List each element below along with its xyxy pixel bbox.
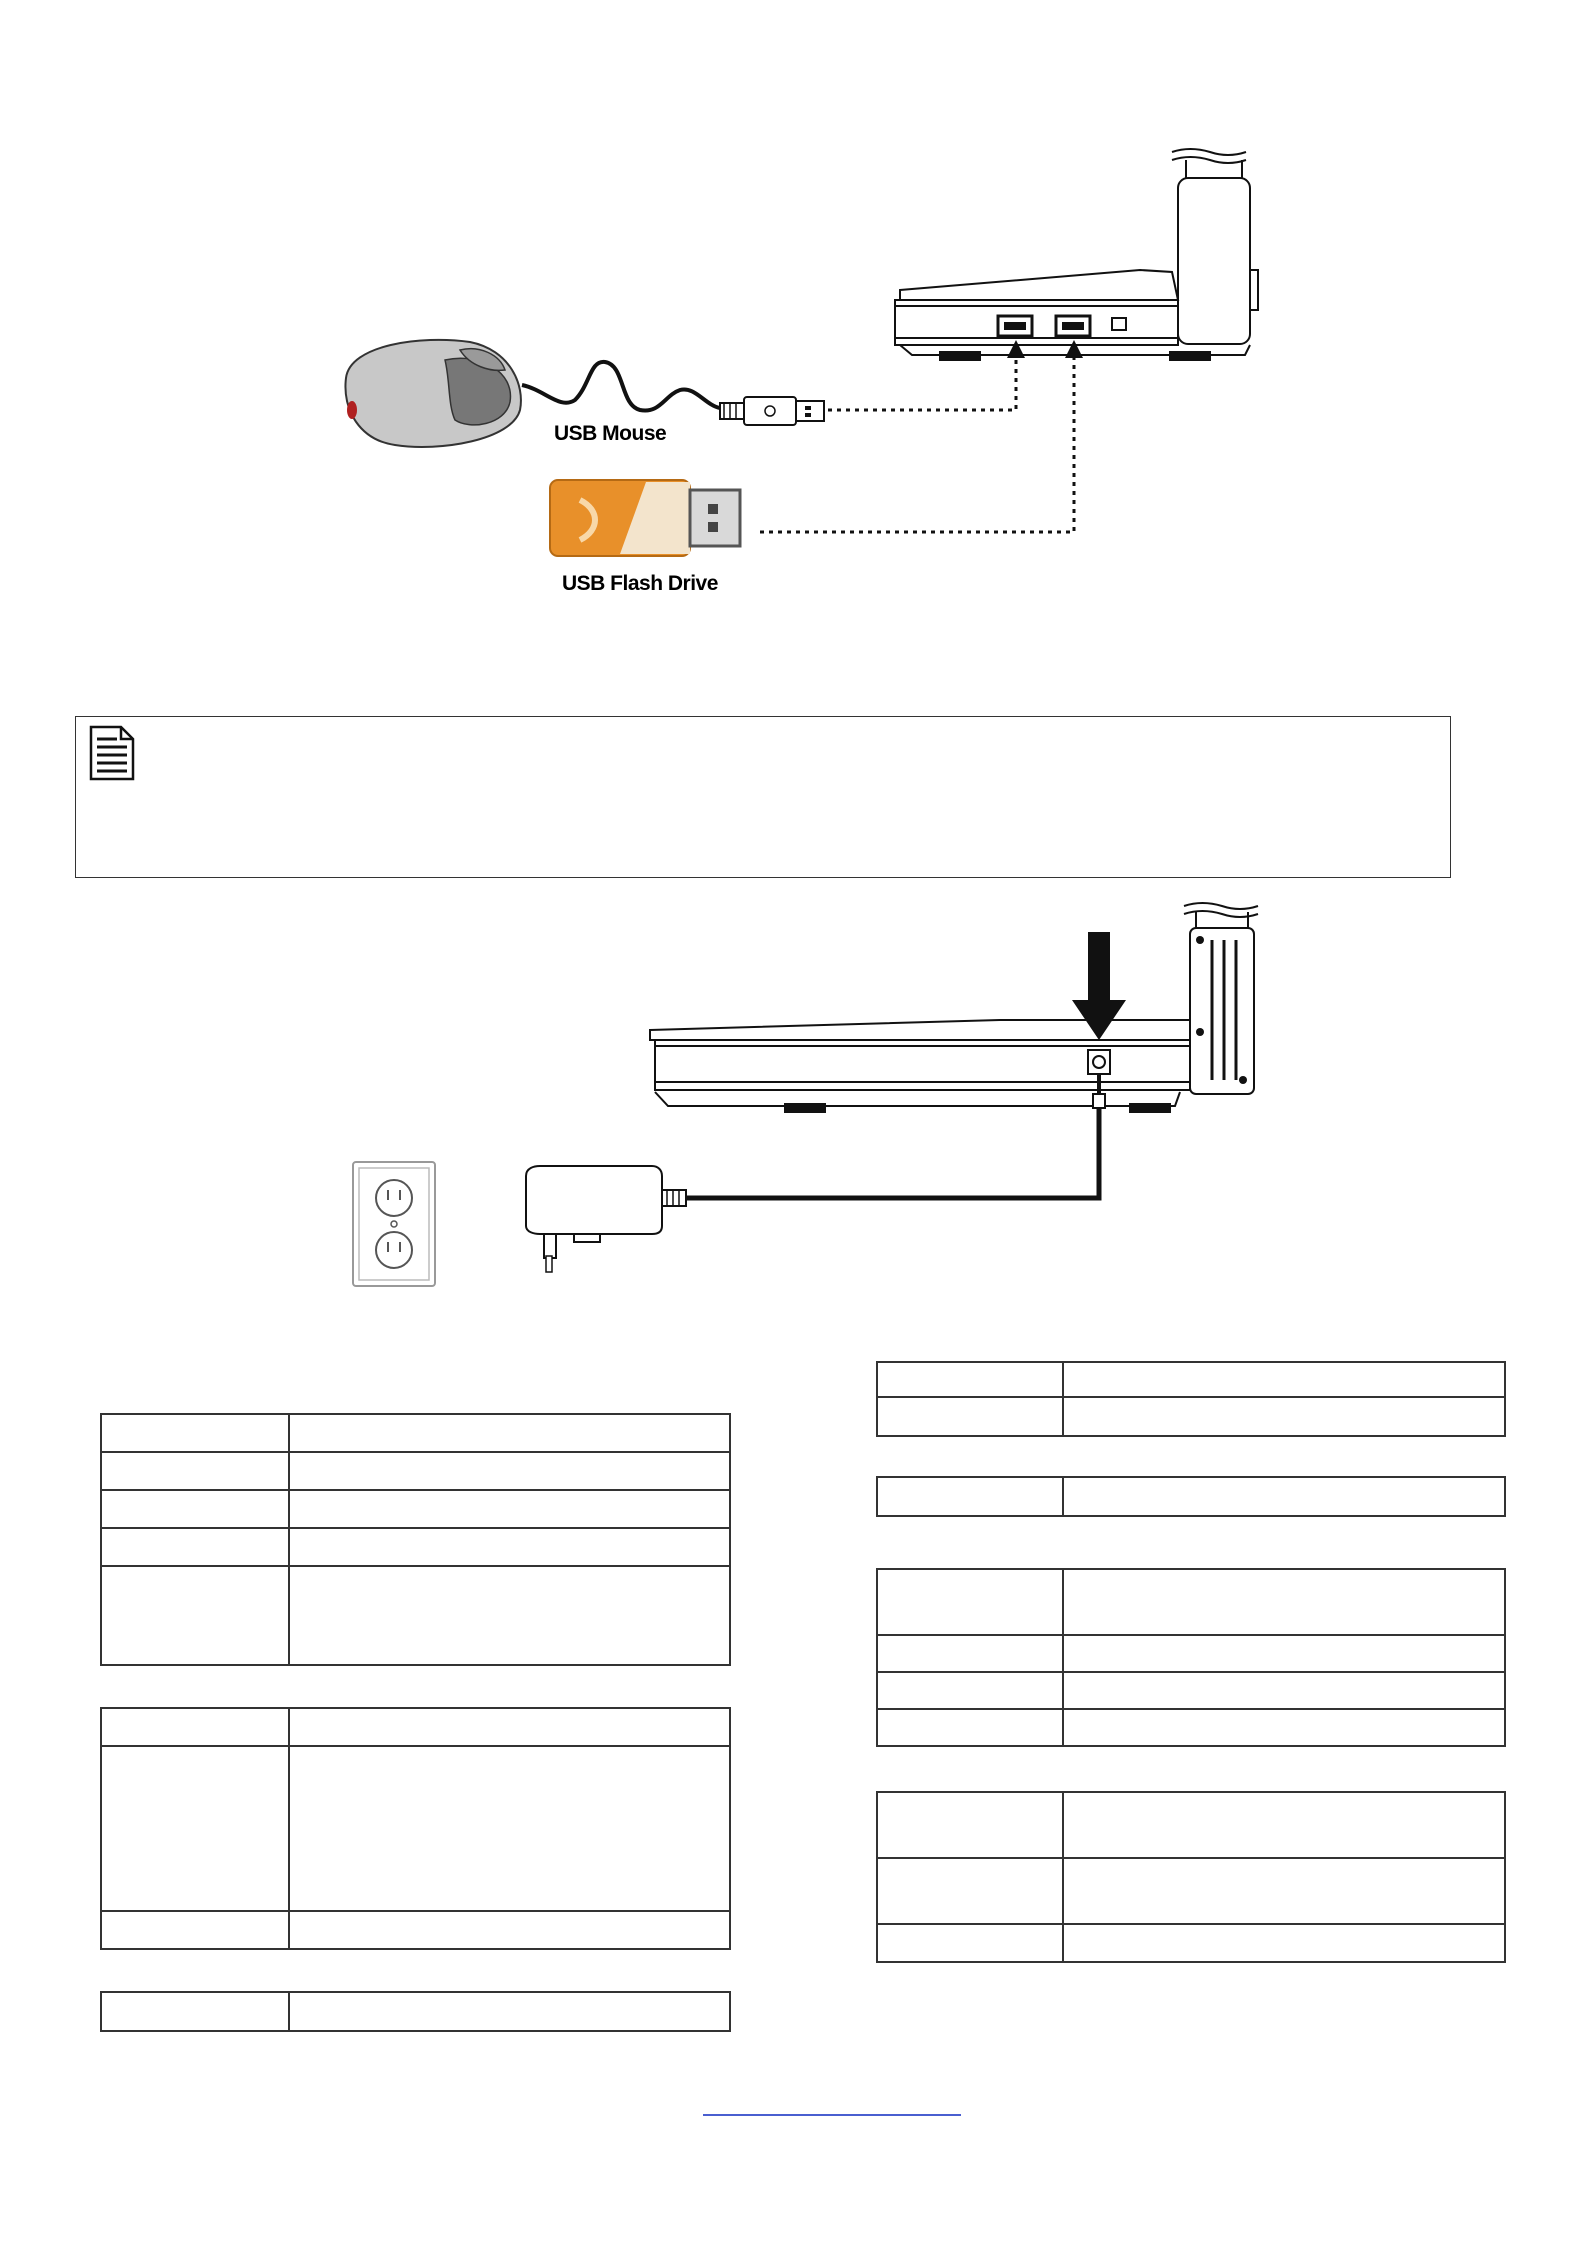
table-cell: [289, 1566, 730, 1665]
note-box: [75, 716, 1451, 878]
table-row: [101, 1992, 730, 2031]
table-cell: [289, 1528, 730, 1566]
table-row: [101, 1452, 730, 1490]
document-camera-side-view: [650, 903, 1258, 1112]
table-row: [101, 1566, 730, 1665]
usb-connection-diagram: [0, 0, 1588, 640]
table-cell: [289, 1414, 730, 1452]
table-row: [877, 1792, 1505, 1858]
screw-icon: [1239, 1076, 1247, 1084]
screw-icon: [1196, 936, 1204, 944]
table-row: [101, 1911, 730, 1949]
usb-mouse-caption: USB Mouse: [554, 422, 667, 445]
table-cell: [877, 1792, 1063, 1858]
spec-table-right-2: [876, 1476, 1506, 1517]
table-cell: [1063, 1569, 1505, 1635]
spec-table-right-1: [876, 1361, 1506, 1437]
table-cell: [1063, 1397, 1505, 1436]
usb-port-1: [998, 316, 1032, 336]
table-row: [101, 1528, 730, 1566]
table-row: [877, 1709, 1505, 1746]
spec-table-right-3: [876, 1568, 1506, 1747]
table-cell: [877, 1635, 1063, 1672]
table-cell: [289, 1992, 730, 2031]
table-row: [101, 1414, 730, 1452]
table-cell: [1063, 1924, 1505, 1962]
wall-outlet-icon: [353, 1162, 435, 1286]
table-row: [877, 1672, 1505, 1709]
spec-table-left-3: [100, 1991, 731, 2032]
table-row: [101, 1746, 730, 1911]
table-cell: [1063, 1858, 1505, 1924]
table-cell: [877, 1362, 1063, 1397]
spec-table-left-1: [100, 1413, 731, 1666]
table-row: [877, 1397, 1505, 1436]
power-cable: [686, 1074, 1105, 1198]
table-cell: [101, 1528, 289, 1566]
table-cell: [1063, 1635, 1505, 1672]
table-row: [877, 1635, 1505, 1672]
table-cell: [289, 1911, 730, 1949]
table-cell: [877, 1672, 1063, 1709]
table-cell: [877, 1397, 1063, 1436]
table-cell: [1063, 1362, 1505, 1397]
table-cell: [877, 1709, 1063, 1746]
usb-plug-icon: [720, 397, 824, 425]
table-cell: [289, 1746, 730, 1911]
table-cell: [101, 1452, 289, 1490]
usb-flash-drive-caption: USB Flash Drive: [562, 572, 718, 595]
table-row: [877, 1924, 1505, 1962]
table-cell: [1063, 1672, 1505, 1709]
usb-flash-drive-icon: [550, 480, 740, 556]
table-cell: [101, 1992, 289, 2031]
table-row: [101, 1490, 730, 1528]
spec-table-right-4: [876, 1791, 1506, 1963]
power-adapter-icon: [526, 1166, 686, 1272]
table-cell: [289, 1490, 730, 1528]
table-cell: [101, 1911, 289, 1949]
table-row: [877, 1858, 1505, 1924]
spec-table-left-2: [100, 1707, 731, 1950]
footer-link[interactable]: [703, 2114, 961, 2116]
table-cell: [101, 1746, 289, 1911]
table-cell: [877, 1569, 1063, 1635]
table-cell: [101, 1708, 289, 1746]
table-row: [877, 1362, 1505, 1397]
table-cell: [1063, 1792, 1505, 1858]
table-cell: [877, 1858, 1063, 1924]
table-cell: [877, 1924, 1063, 1962]
table-cell: [289, 1452, 730, 1490]
table-row: [101, 1708, 730, 1746]
table-row: [877, 1569, 1505, 1635]
table-cell: [101, 1414, 289, 1452]
table-cell: [877, 1477, 1063, 1516]
table-row: [877, 1477, 1505, 1516]
table-cell: [289, 1708, 730, 1746]
note-document-icon: [89, 725, 135, 781]
power-port: [1088, 1050, 1110, 1074]
table-cell: [101, 1490, 289, 1528]
connection-lines: [760, 350, 1074, 532]
table-cell: [1063, 1709, 1505, 1746]
table-cell: [101, 1566, 289, 1665]
power-connection-diagram: [0, 880, 1588, 1300]
table-cell: [1063, 1477, 1505, 1516]
screw-icon: [1196, 1028, 1204, 1036]
usb-port-2: [1056, 316, 1090, 336]
